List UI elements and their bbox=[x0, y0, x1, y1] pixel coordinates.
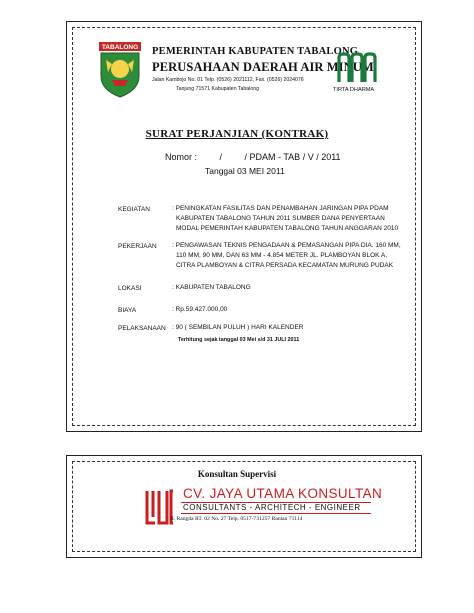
company-address-line-2: Tanjung 71571 Kabupaten Tabalong bbox=[176, 86, 259, 92]
contract-date: Tanggal 03 MEI 2011 bbox=[205, 166, 285, 176]
consultant-address: Jl. Rangda RT. 02 No. 27 Telp. 0517-731257 Rantau 71114 bbox=[170, 516, 303, 522]
pekerjaan-label: PEKERJAAN bbox=[118, 243, 157, 250]
tabalong-emblem-logo bbox=[98, 42, 142, 98]
consultant-heading: Konsultan Supervisi bbox=[197, 469, 277, 479]
emblem-text: TABALONG bbox=[101, 44, 139, 51]
company-name: PERUSAHAAN DAERAH AIR MINUM bbox=[152, 60, 374, 74]
document-title: SURAT PERJANJIAN (KONTRAK) bbox=[145, 128, 329, 140]
pdam-tirta-dharma-logo bbox=[336, 52, 378, 84]
pdam-logo-label: TIRTA DHARMA bbox=[333, 87, 375, 93]
pelaksanaan-value: : 90 ( SEMBILAN PULUH ) HARI KALENDER bbox=[172, 324, 304, 331]
pekerjaan-value: : PENGAWASAN TEKNIS PENGADAAN & PEMASANGAN PIPA DIA. 160 MM, 110 MM, 90 MM, DAN 63 MM - 4.854 METER JL. PLAMBOYAN BLOK A, CITRA PLAMBOYAN & CITRA PERSADA KECAMATAN MURUNG PUDAK bbox=[172, 242, 401, 269]
duration-note: Terhitung sejak tanggal 03 Mei s/d 31 JULI 2011 bbox=[178, 337, 300, 343]
contract-number: Nomor : / / PDAM - TAB / V / 2011 bbox=[165, 152, 341, 162]
company-address-line-1: Jalan Kambojo No. 01 Telp. (0526) 2021112, Fax. (0526) 2024076 bbox=[152, 77, 304, 83]
consultant-divider-bottom bbox=[181, 513, 371, 514]
kegiatan-label: KEGIATAN bbox=[118, 206, 150, 213]
biaya-label: BIAYA bbox=[118, 307, 137, 314]
lokasi-value: : KABUPATEN TABALONG bbox=[172, 284, 251, 291]
pelaksanaan-label: PELAKSANAAN bbox=[118, 325, 166, 332]
kegiatan-value: : PENINGKATAN FASILITAS DAN PENAMBAHAN JARINGAN PIPA PDAM KABUPATEN TABALONG TAHUN 2011 SUMBER DANA PENYERTAAN MODAL PEMERINTAH KABUPATEN TABALONG TAHUN ANGGARAN 2010 bbox=[172, 205, 399, 232]
consultant-name: CV. JAYA UTAMA KONSULTAN bbox=[183, 486, 383, 501]
biaya-value: : Rp.59.427.000,00 bbox=[172, 306, 228, 313]
lokasi-label: LOKASI bbox=[118, 285, 142, 292]
consultant-tagline: CONSULTANTS - ARCHITECH - ENGINEER bbox=[183, 503, 361, 512]
government-name: PEMERINTAH KABUPATEN TABALONG bbox=[152, 46, 359, 57]
